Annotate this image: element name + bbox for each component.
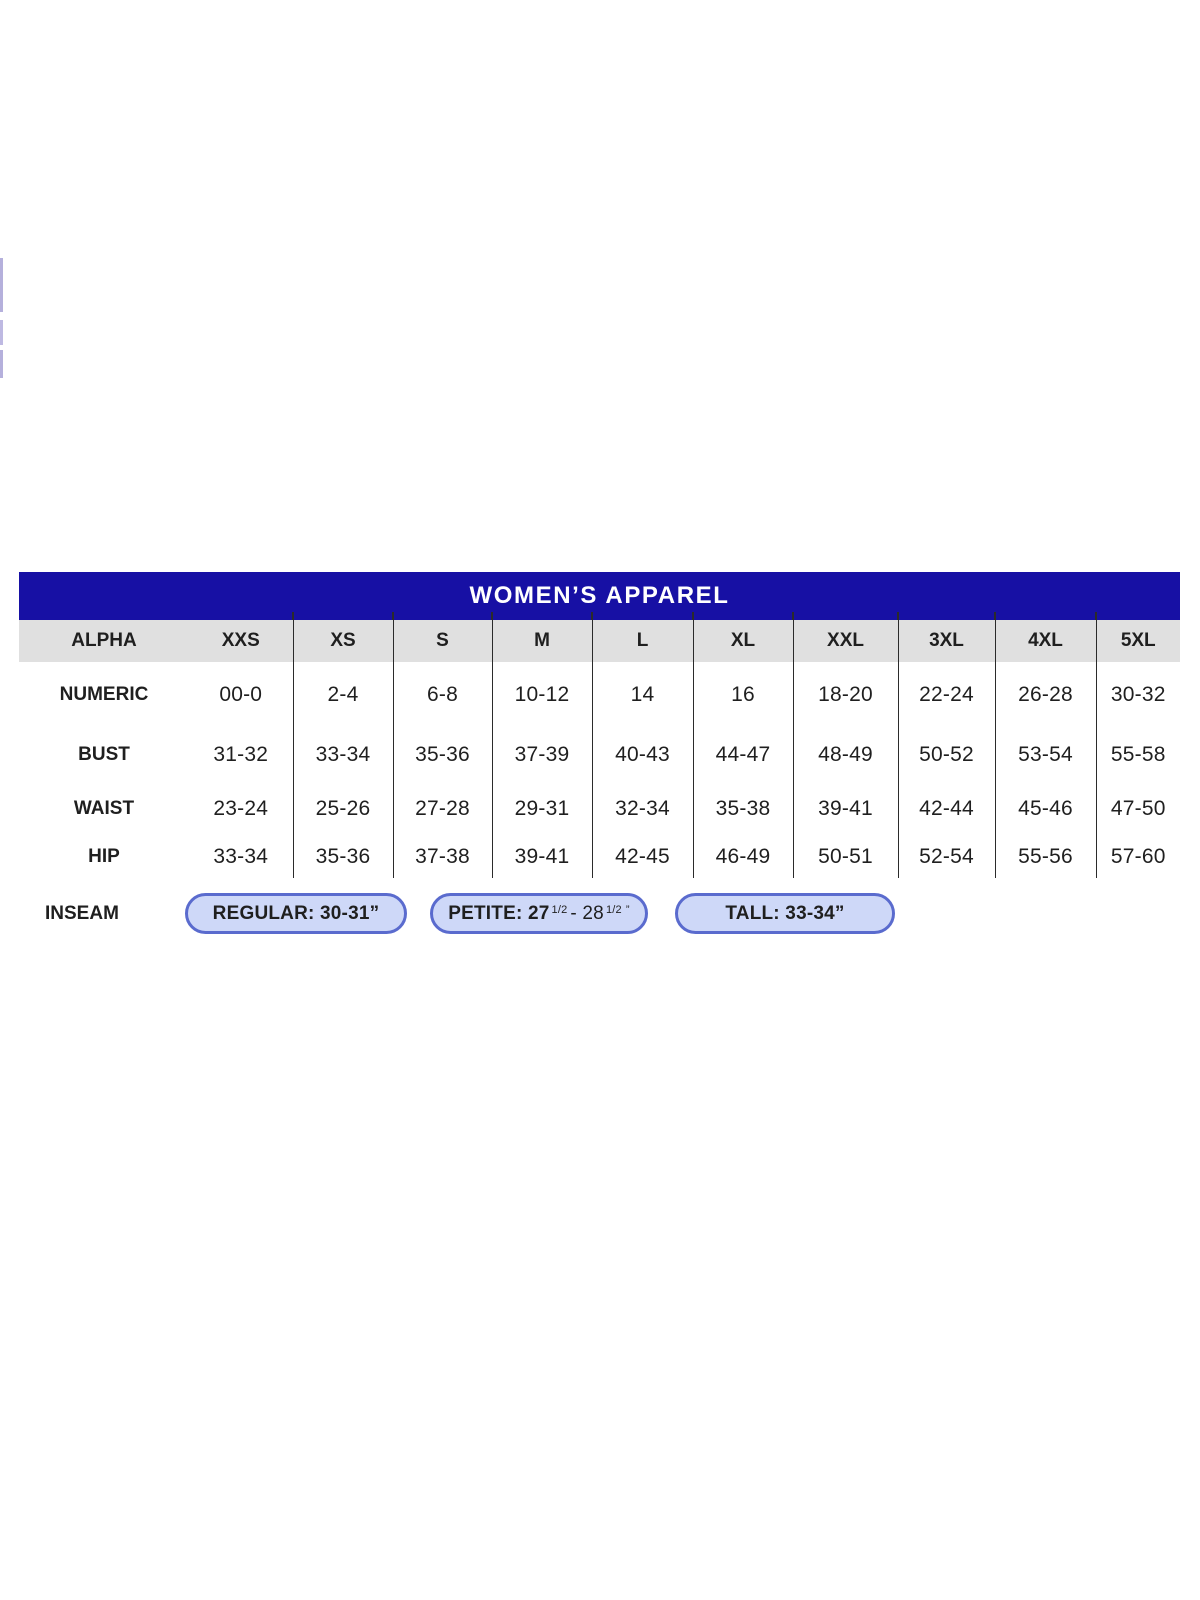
left-edge-artifact [0, 320, 3, 345]
cell: 22-24 [898, 662, 995, 728]
table-row-hip [19, 836, 1180, 878]
cell: 18-20 [793, 662, 898, 728]
row-label: HIP [88, 846, 120, 867]
cell: 42-44 [898, 782, 995, 836]
inseam-regular-text: REGULAR: 30-31” [212, 902, 380, 924]
column-divider-tick [994, 612, 996, 620]
column-divider-tick [1095, 612, 1097, 620]
header-size-l: L [592, 620, 693, 662]
row-label-inseam: INSEAM [45, 903, 119, 924]
header-size-4xl: 4XL [995, 620, 1096, 662]
cell: 37-39 [492, 728, 592, 782]
header-size-xxs: XXS [221, 630, 260, 651]
row-label: NUMERIC [59, 684, 149, 705]
inseam-pill-petite [430, 893, 648, 934]
cell: 48-49 [793, 728, 898, 782]
row-label: BUST [78, 744, 130, 765]
petite-fraction: 1/2 [605, 903, 622, 916]
cell: 57-60 [1096, 836, 1180, 878]
header-size-xxl: XXL [793, 620, 898, 662]
cell: 30-32 [1096, 662, 1180, 728]
cell: 16 [693, 662, 793, 728]
cell: 40-43 [592, 728, 693, 782]
cell: 35-36 [393, 728, 492, 782]
cell: 50-52 [898, 728, 995, 782]
petite-prefix: PETITE: 27 [448, 902, 550, 924]
column-divider-tick [692, 612, 694, 620]
header-size-5xl: 5XL [1096, 620, 1180, 662]
cell: 14 [592, 662, 693, 728]
cell: 46-49 [693, 836, 793, 878]
cell: 52-54 [898, 836, 995, 878]
left-edge-artifact [0, 350, 3, 378]
cell: 47-50 [1096, 782, 1180, 836]
header-size-m: M [492, 620, 592, 662]
header-size-xs: XS [293, 620, 393, 662]
column-divider-tick [792, 612, 794, 620]
cell: 37-38 [393, 836, 492, 878]
cell: 29-31 [492, 782, 592, 836]
cell: 45-46 [995, 782, 1096, 836]
column-divider-tick [491, 612, 493, 620]
cell: 25-26 [293, 782, 393, 836]
header-size-3xl: 3XL [898, 620, 995, 662]
cell: 10-12 [492, 662, 592, 728]
left-edge-artifact [0, 258, 3, 312]
column-divider-tick [392, 612, 394, 620]
inseam-tall-text: TALL: 33-34” [725, 902, 845, 924]
table-header-row [19, 620, 1180, 662]
cell: 32-34 [592, 782, 693, 836]
header-alpha: ALPHA [71, 630, 137, 651]
cell: 53-54 [995, 728, 1096, 782]
table-row-waist [19, 782, 1180, 836]
petite-mid: - 28 [570, 902, 604, 924]
header-size-xl: XL [693, 620, 793, 662]
row-label: WAIST [73, 798, 135, 819]
column-divider-tick [292, 612, 294, 620]
cell: 33-34 [213, 845, 269, 868]
cell: 55-56 [995, 836, 1096, 878]
petite-fraction: 1/2 [551, 903, 568, 916]
cell: 50-51 [793, 836, 898, 878]
cell: 31-32 [213, 743, 269, 766]
inseam-petite-text [448, 903, 629, 925]
cell: 26-28 [995, 662, 1096, 728]
cell: 00-0 [219, 683, 263, 706]
chart-title: WOMEN’S APPAREL [469, 582, 730, 609]
header-size-s: S [393, 620, 492, 662]
cell: 35-36 [293, 836, 393, 878]
cell: 39-41 [492, 836, 592, 878]
table-row-numeric [19, 662, 1180, 728]
column-divider-tick [591, 612, 593, 620]
cell: 33-34 [293, 728, 393, 782]
cell: 55-58 [1096, 728, 1180, 782]
cell: 44-47 [693, 728, 793, 782]
cell: 39-41 [793, 782, 898, 836]
cell: 27-28 [393, 782, 492, 836]
cell: 42-45 [592, 836, 693, 878]
inseam-pill-regular [185, 893, 407, 934]
inseam-pill-tall [675, 893, 895, 934]
size-table [19, 620, 1180, 878]
chart-title-banner [19, 572, 1180, 620]
column-divider-tick [897, 612, 899, 620]
cell: 23-24 [213, 797, 269, 820]
cell: 6-8 [393, 662, 492, 728]
table-row-bust [19, 728, 1180, 782]
cell: 2-4 [293, 662, 393, 728]
cell: 35-38 [693, 782, 793, 836]
petite-quote: ” [625, 903, 630, 916]
